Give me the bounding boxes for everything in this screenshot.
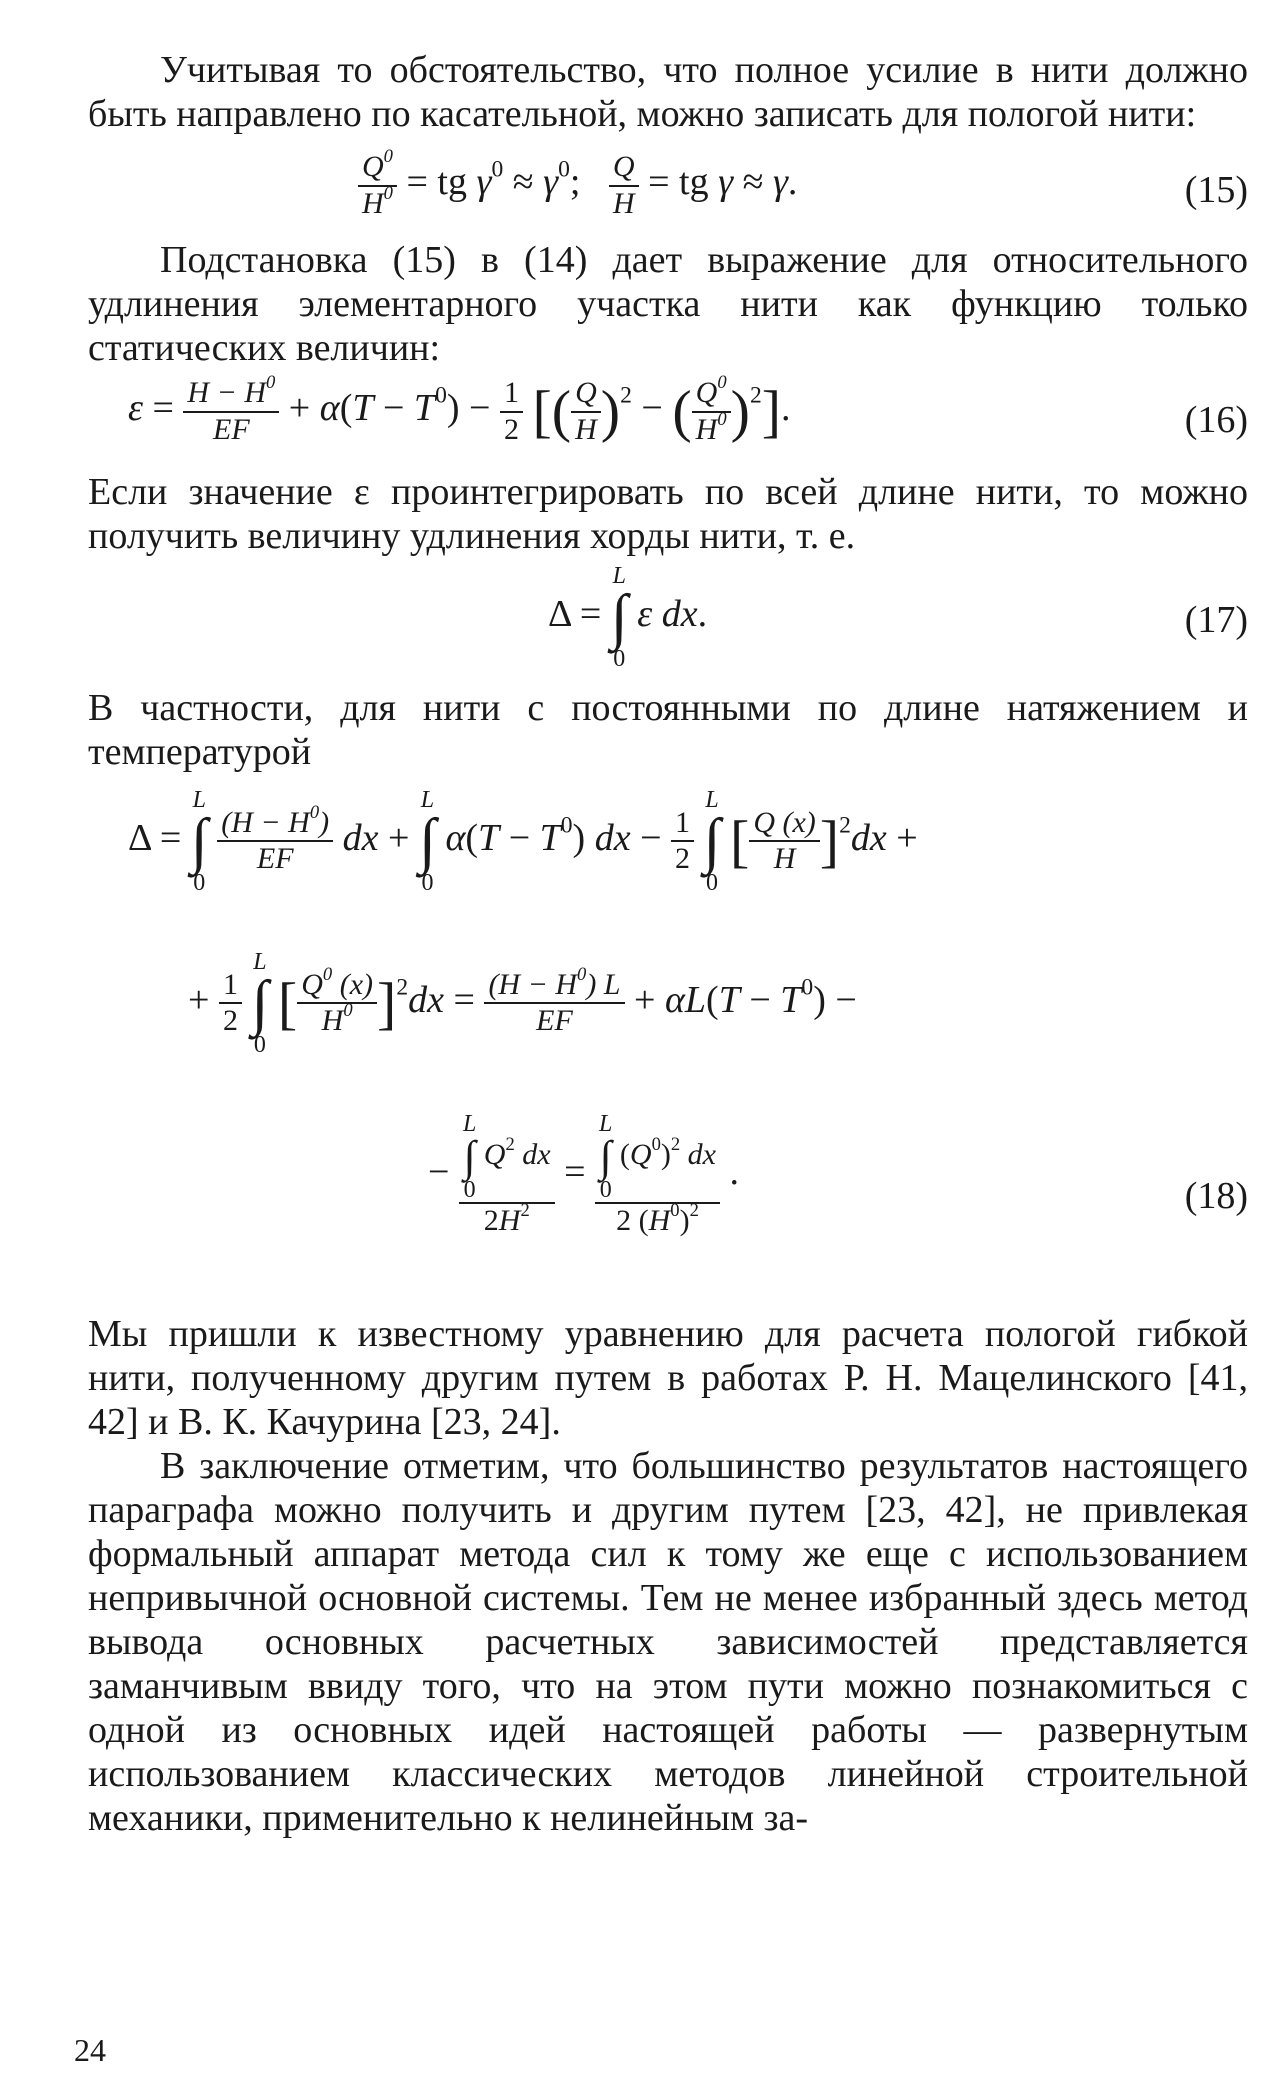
equation-18-line-2: + $\frac{1}{2}$ L ∫ 0 [ $\frac{Q^0 (x)}{H^0}$ ]$^2$dx = $\frac{(H - H^0) L}{EF}$ + $\alpha L(T - T^0)$ −: [188, 949, 857, 1058]
equation-18: [88, 782, 1248, 1312]
equation-15-body: $\frac{Q^0}{H^0}$ = tg $\gamma^0 \approx \gamma^0$; $\frac{Q}{H}$ = tg γ ≈ γ.: [358, 150, 797, 221]
paragraph-1: Учитывая то обстоятельство, что полное усилие в нити должно быть направлено по касательной, можно записать для пологой нити:: [88, 49, 1248, 135]
paragraph-5: Мы пришли к известному уравнению для расчета пологой гибкой нити, полученному другим путем в работах Р. Н. Мацелинского [41, 42] и В. К. Качурина [23, 24].: [88, 1313, 1248, 1443]
equation-16-body: ε = $\frac{H - H^0}{EF}$ + $\alpha(T - T^0)$ − $\frac{1}{2}$ [( $\frac{Q}{H}$ )$^2$ − ( $\frac{Q^0}{H^0}$ )$^2$].: [128, 372, 791, 446]
paragraph-4: В частности, для нити с постоянными по длине натяжением и температурой: [88, 687, 1248, 773]
equation-17-number: (17): [1184, 599, 1248, 641]
page-content: [88, 48, 1248, 1840]
equation-15: [88, 142, 1248, 238]
equation-17-body: Δ = L ∫ 0 ε dx.: [548, 563, 708, 672]
equation-17: [88, 558, 1248, 676]
equation-18-line-3: − L ∫ 0 $Q^2$ dx $2H^2$ = L ∫ 0 $(Q^0)^2$ dx 2 $(H^0)^2$ .: [428, 1111, 739, 1237]
equation-16: [88, 370, 1248, 470]
paragraph-6: В заключение отметим, что большинство результатов настоящего параграфа можно получить и другим путем [23, 42], не привлекая формальный аппарат метода сил к тому же еще с использованием непривычной основной системы. Тем не менее избранный здесь метод вывода основных расчетных зависимостей представляется заманчивым ввиду того, что на этом пути можно познакомиться с одной из основных идей настоящей работы — развернутым использованием классических методов линейной строительной механики, применительно к нелинейным за-: [88, 1445, 1248, 1839]
paragraph-3: Если значение ε проинтегрировать по всей длине нити, то можно получить величину удлинения хорды нити, т. е.: [88, 471, 1248, 557]
equation-18-line-1: Δ = L ∫ 0 $\frac{(H - H^0)}{EF}$ dx + L ∫ 0 $\alpha(T - T^0)$ dx − $\frac{1}{2}$ L ∫ 0 [ $\frac{Q (x)}{H}$ ]$^2$dx +: [128, 787, 918, 896]
equation-15-number: (15): [1184, 169, 1248, 211]
paragraph-2: Подстановка (15) в (14) дает выражение для относительного удлинения элементарного участка нити как функцию только статических величин:: [88, 239, 1248, 369]
equation-16-number: (16): [1184, 399, 1248, 441]
page-number: 24: [74, 2032, 106, 2068]
equation-18-number: (18): [1184, 1175, 1248, 1217]
